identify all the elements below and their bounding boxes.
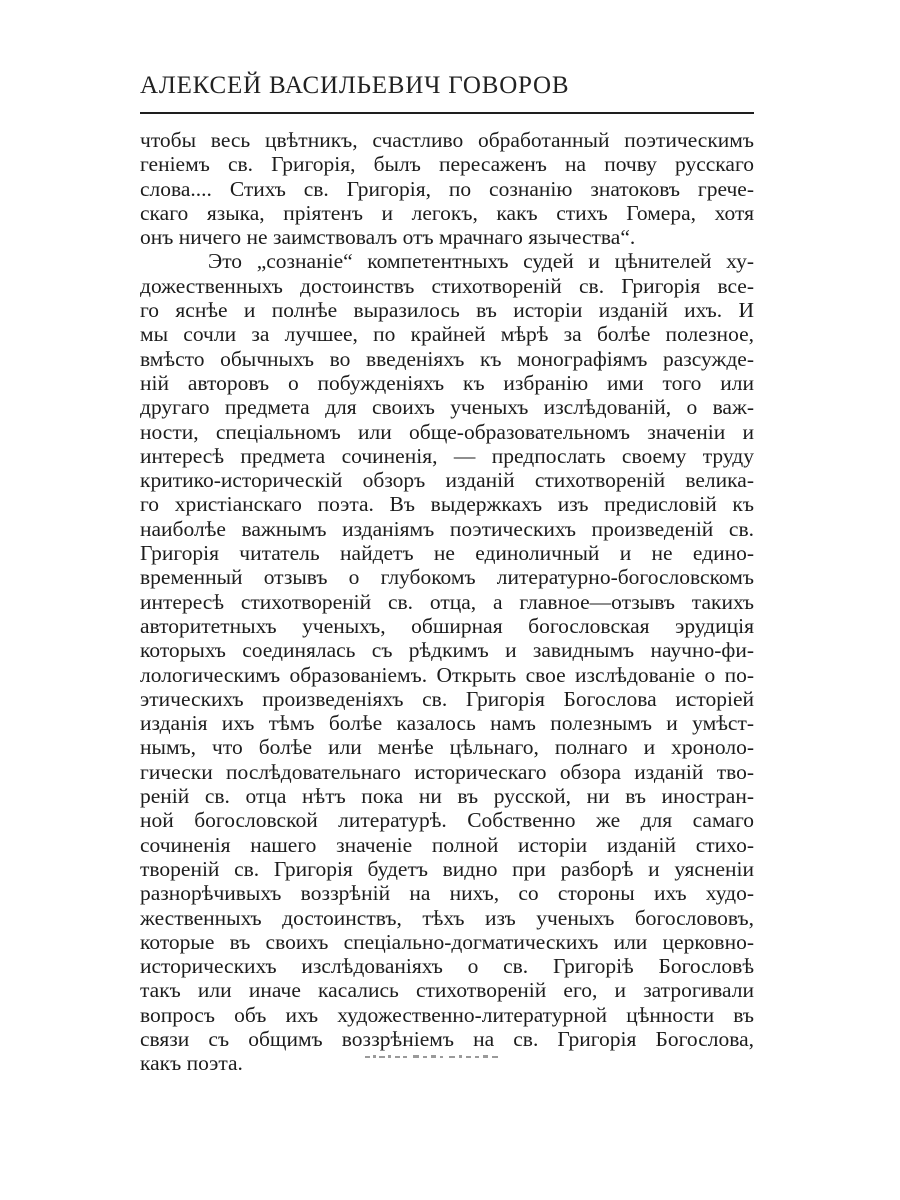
text-line: нымъ, что болѣе или менѣе цѣльнаго, полнаго и хроноло- <box>140 735 754 760</box>
text-line: реній св. отца нѣтъ пока ни въ русской, ни въ иностран- <box>140 784 754 809</box>
text-line: временный отзывъ о глубокомъ литературно-богословскомъ <box>140 565 754 590</box>
text-line: авторитетныхъ ученыхъ, обширная богословская эрудиція <box>140 613 754 638</box>
text-line: критико-историческій обзоръ изданій стихотвореній велика- <box>140 468 754 493</box>
text-line: геніемъ св. Григорія, былъ пересаженъ на почву русскаго <box>140 152 754 177</box>
text-line: го яснѣе и полнѣе выразилось въ исторіи изданій ихъ. И <box>140 298 754 323</box>
text-line: слова.... Стихъ св. Григорія, по сознанію знатоковъ грече- <box>140 176 754 201</box>
text-line: гически послѣдовательнаго историческаго обзора изданій тво- <box>140 759 754 784</box>
paragraph-first-line: Это „сознаніе“ компетентныхъ судей и цѣнителей ху- <box>208 249 754 274</box>
text-line: онъ ничего не заимствовалъ отъ мрачнаго язычества“. <box>140 225 636 250</box>
text-line: интересѣ предмета сочиненія, — предпослать своему труду <box>140 443 754 468</box>
body-text <box>140 128 754 1076</box>
text-line: ній авторовъ о побужденіяхъ къ избранію ими того или <box>140 370 754 395</box>
end-ornament <box>365 1052 505 1062</box>
text-line: мы сочли за лучшее, по крайней мѣрѣ за болѣе полезное, <box>140 322 754 347</box>
running-head-title: АЛЕКСЕЙ ВАСИЛЬЕВИЧ ГОВОРОВ <box>140 72 570 99</box>
text-line: лологическимъ образованіемъ. Открыть свое изслѣдованіе о по- <box>140 662 754 687</box>
text-line: интересѣ стихотвореній св. отца, а главное—отзывъ такихъ <box>140 589 754 614</box>
text-line: изданія ихъ тѣмъ болѣе казалось намъ полезнымъ и умѣст- <box>140 711 754 736</box>
text-line: чтобы весь цвѣтникъ, счастливо обработанный поэтическимъ <box>140 128 754 152</box>
header-rule <box>140 112 754 114</box>
text-line: твореній св. Григорія будетъ видно при разборѣ и уясненіи <box>140 856 754 881</box>
text-line: связи съ общимъ воззрѣніемъ на св. Григорія Богослова, <box>140 1026 754 1051</box>
text-line: историческихъ изслѣдованіяхъ о св. Григоріѣ Богословѣ <box>140 954 754 979</box>
text-line: ности, спеціальномъ или обще-образовательномъ значеніи и <box>140 419 754 444</box>
text-line: Григорія читатель найдетъ не единоличный и не едино- <box>140 541 754 566</box>
text-line: которыхъ соединялась съ рѣдкимъ и завиднымъ научно-фи- <box>140 638 754 663</box>
text-line: дожественныхъ достоинствъ стихотвореній св. Григорія все- <box>140 273 754 298</box>
text-line: другаго предмета для своихъ ученыхъ изслѣдованій, о важ- <box>140 395 754 420</box>
text-line: сочиненія нашего значеніе полной исторіи изданій стихо- <box>140 832 754 857</box>
text-line: разнорѣчивыхъ воззрѣній на нихъ, со стороны ихъ худо- <box>140 881 754 906</box>
text-line: вопросъ объ ихъ художественно-литературной цѣнности въ <box>140 1002 754 1027</box>
text-line: скаго языка, пріятенъ и легокъ, какъ стихъ Гомера, хотя <box>140 200 754 225</box>
text-line: которые въ своихъ спеціально-догматическихъ или церковно- <box>140 929 754 954</box>
text-line: наиболѣе важнымъ изданіямъ поэтическихъ произведеній св. <box>140 516 754 541</box>
text-line: вмѣсто обычныхъ во введеніяхъ къ монографіямъ разсужде- <box>140 346 754 371</box>
text-line: такъ или иначе касались стихотвореній его, и затрогивали <box>140 978 754 1003</box>
text-line: жественныхъ достоинствъ, тѣхъ изъ ученыхъ богослововъ, <box>140 905 754 930</box>
text-line: ной богословской литературѣ. Собственно же для самаго <box>140 808 754 833</box>
text-line: этическихъ произведеніяхъ св. Григорія Богослова исторіей <box>140 686 754 711</box>
text-line: го христіанскаго поэта. Въ выдержкахъ изъ предисловій къ <box>140 492 754 517</box>
text-line: какъ поэта. <box>140 1051 243 1076</box>
